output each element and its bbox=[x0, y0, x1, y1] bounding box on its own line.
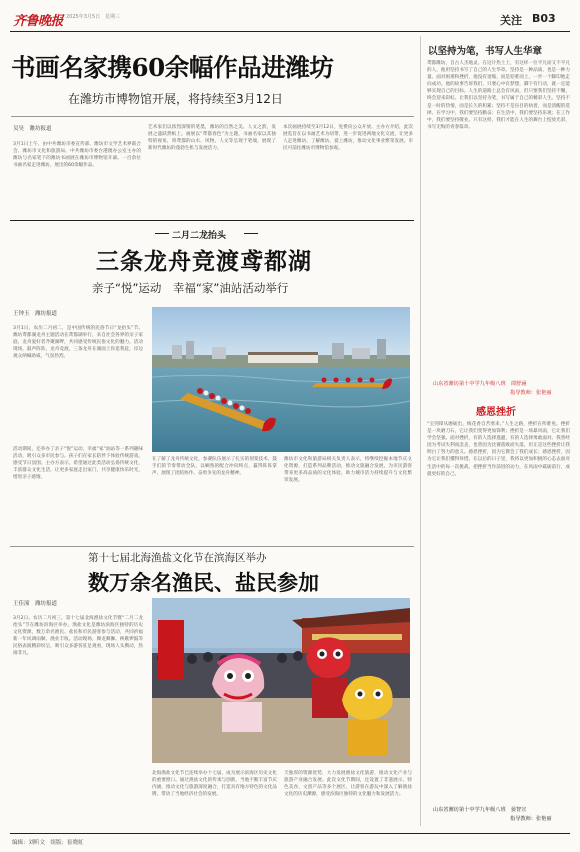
essay1-title: 以坚持为笔，书写人生华章 bbox=[428, 46, 543, 57]
fishing-body-col2: 北海渔盐文化节已连续举办十七届，成为展示滨海区历史文化的重要窗口。通过渔盐文化的传承与创新，当地不断丰富节庆内涵，推动文化与旅游深度融合，打造具有地方特色的文化品牌，带动了当地经济社会的发展。 bbox=[152, 771, 277, 798]
dragon-byline: 王钟玉 潍坊报道 bbox=[13, 311, 58, 317]
lead-body-col1: 3月1日上午，由中共潍坊市委宣传部、潍坊市文学艺术界联合会、潍坊市文化和旅游局、中共潍坊市委台港澳办公室主办的潍坊与名家笔下的潍坊书画展在潍坊市博物馆开幕。一百余位书画名家走进潍坊，展出的60余幅作品。 bbox=[13, 142, 141, 169]
fishing-headline: 数万余名渔民、盐民参加 bbox=[88, 570, 319, 595]
essay1-teacher: 指导教师：张艳丽 bbox=[510, 390, 552, 396]
dragon-kicker: 二月二龙抬头 bbox=[172, 231, 227, 241]
essay2-teacher: 指导教师：张艳丽 bbox=[510, 816, 552, 822]
lead-headline: 书画名家携60余幅作品进潍坊 bbox=[11, 53, 334, 82]
essay1-author: 山东省潍坊第十中学九年级八班 谭舒涵 bbox=[433, 381, 527, 387]
footer-credits: 编辑：刘昕文 组版：崔晓虹 bbox=[12, 840, 84, 846]
footer-rule bbox=[10, 833, 570, 834]
essay1-body: 鸢都潍坊，自古人杰地灵。在这片热土上，有这样一位平凡而又不平凡的人，他用坚持书写了自己的人生华章。坚持是一种品质，也是一种力量。面对困难和挫折，他没有退缩，而是迎难而上，一步一个脚印地走向成功。他的故事告诉我们，只要心中有梦想，脚下有行动，就一定能够实现自己的目标。人生的道路上总会有风雨，但只要我们坚持不懈，终会迎来彩虹。让我们以坚持为笔，书写属于自己的精彩人生。坚持不是一时的热情，而是长久的积累；坚持不是盲目的执着，而是清醒的选择。在学习中，我们要坚持勤奋；在生活中，我们要坚持乐观；在工作中，我们要坚持敬业。只有这样，我们才能在人生的舞台上绽放光彩，书写无悔的青春篇章。 bbox=[427, 61, 570, 130]
fishing-body-col3: 天独厚的资源优势，大力发展渔盐文化旅游，推动文化产业与旅游产业融合发展。此次文化节期间，还设置了非遗展示、特色美食、文创产品等多个展区，让游客在游玩中深入了解渔盐文化的历史渊源，感受滨海区独特的文化魅力和发展活力。 bbox=[284, 771, 412, 798]
lead-body-col3: 本次画展持续至3月12日，免费向公众开放。主办方介绍，此次展览旨在以书画艺术为纽带，进一步促进两地文化交流，让更多人走进潍坊、了解潍坊、爱上潍坊，推动文化事业繁荣发展。市民可前往潍坊市博物馆参观。 bbox=[283, 125, 413, 152]
essay2-author: 山东省潍坊第十中学九年级八班 晏智宣 bbox=[433, 807, 527, 813]
lion-dance-photo bbox=[152, 598, 410, 763]
lead-byline: 吴昊 潍坊报道 bbox=[13, 126, 52, 132]
dragon-subtitle: 亲子“悦”运动 幸福“家”油站活动举行 bbox=[92, 281, 289, 295]
lead-subtitle: 在潍坊市博物馆开展，将持续至3月12日 bbox=[68, 92, 283, 106]
fishing-byline: 王佳潼 潍坊报道 bbox=[13, 601, 58, 607]
dragon-body-col1b: 活动期间，还举办了亲子“悦”运动、幸福“家”油站等一系列趣味活动，吸引众多市民参与。孩子们在家长陪伴下体验传统游戏，感受节日氛围。主办方表示，希望通过此类活动弘扬传统文化，丰富群众文化生活，让更多家庭走出家门，共享健康快乐时光，增进亲子感情。 bbox=[13, 447, 143, 481]
page-number: B03 bbox=[532, 12, 556, 25]
dragon-body-col3: 潍坊市文化和旅游局相关负责人表示，将继续挖掘本地节庆文化资源，打造系列品牌活动，推动文旅融合发展，为市民游客带来更多高品质的文化体验，助力城市活力持续提升与文化繁荣发展。 bbox=[284, 457, 412, 484]
dragon-kicker-dash-right bbox=[244, 233, 258, 234]
lead-body-col2: 艺术家们以浓烈深情的笔墨，潍坊的自然之美、人文之韵，发展之盛跃然纸上。画展以“鸢都春色”为主题，书画名家以其独特的视角，将鸢都的山水、风物、人文等呈现于笔端，展现了新时代潍坊的蓬勃生机与发展活力。 bbox=[148, 125, 276, 152]
dragon-kicker-dash-left bbox=[155, 233, 169, 234]
issue-date: 2025年3月5日 星期三 bbox=[66, 14, 121, 20]
dragon-story-box bbox=[10, 220, 414, 223]
fishing-kicker: 第十七届北海渔盐文化节在滨海区举办 bbox=[88, 552, 267, 564]
dragon-body-col1: 3月1日，农历二月初二，是中国传统的民俗节日“龙抬头”节。潍坊鸢都湖龙舟主题活动在鸢都湖举行，来自社会各界的亲子家庭、龙舟爱好者齐聚湖畔，共同感受传统民俗文化的魅力。活动现场，鼓声阵阵，龙舟竞渡，三条龙舟在湖面上你追我赶，岸边观众呐喊助威，气氛热烈。 bbox=[13, 326, 143, 360]
essay2-body: “宝剑锋从磨砺出，梅花香自苦寒来。”人生之路，挫折在所难免。挫折是一块磨刀石，它让我们变得更加锋利；挫折是一场暴风雨，它让我们学会坚强。面对挫折，有的人选择逃避，有的人选择勇敢面对。我曾经因为考试失利而沮丧，也曾因为比赛落败而失落，但正是这些挫折让我明白了努力的意义。感恩挫折，因为它教会了我们成长；感恩挫折，因为它让我们懂得珍惜。在以后的日子里，我将以更加积极的心态去面对生活中的每一次挑战，把挫折当作前进的动力，在风雨中砥砺前行，成就更好的自己。 bbox=[427, 422, 570, 477]
essay2-title: 感恩挫折 bbox=[476, 407, 516, 418]
sidebar-divider bbox=[420, 36, 421, 826]
masthead-rule bbox=[10, 31, 570, 32]
dragon-boat-photo bbox=[152, 307, 410, 452]
lead-rule bbox=[11, 116, 414, 117]
fishing-rule bbox=[10, 546, 414, 547]
dragon-body-col2: 在了解了龙舟传统文化，参赛队伍展示了扎实的划桨技术，鼓手们的节奏带动全队，以娴熟的配合冲向终点，赢得阵阵掌声，展现了团结协作、奋勇争先的龙舟精神。 bbox=[152, 457, 277, 477]
fishing-body-col1: 3月2日，农历二月初三，第十七届北海渔盐文化节暨“二月二龙抬头”节在潍坊滨海区举办。渔盐文化是潍坊滨海区独特的历史文化资源，数万余名渔民、盐民和市民游客参与活动，共同祈福新一年风调雨顺、渔业丰收。活动现场，舞龙舞狮、秧歌锣鼓等民俗表演精彩纷呈，吸引众多游客驻足观看，现场人头攒动，热闹非凡。 bbox=[13, 616, 143, 657]
dragon-headline: 三条龙舟竞渡鸢都湖 bbox=[96, 248, 312, 275]
newspaper-logo: 齐鲁晚报 bbox=[13, 14, 64, 29]
section-name: 关注 bbox=[500, 14, 522, 27]
